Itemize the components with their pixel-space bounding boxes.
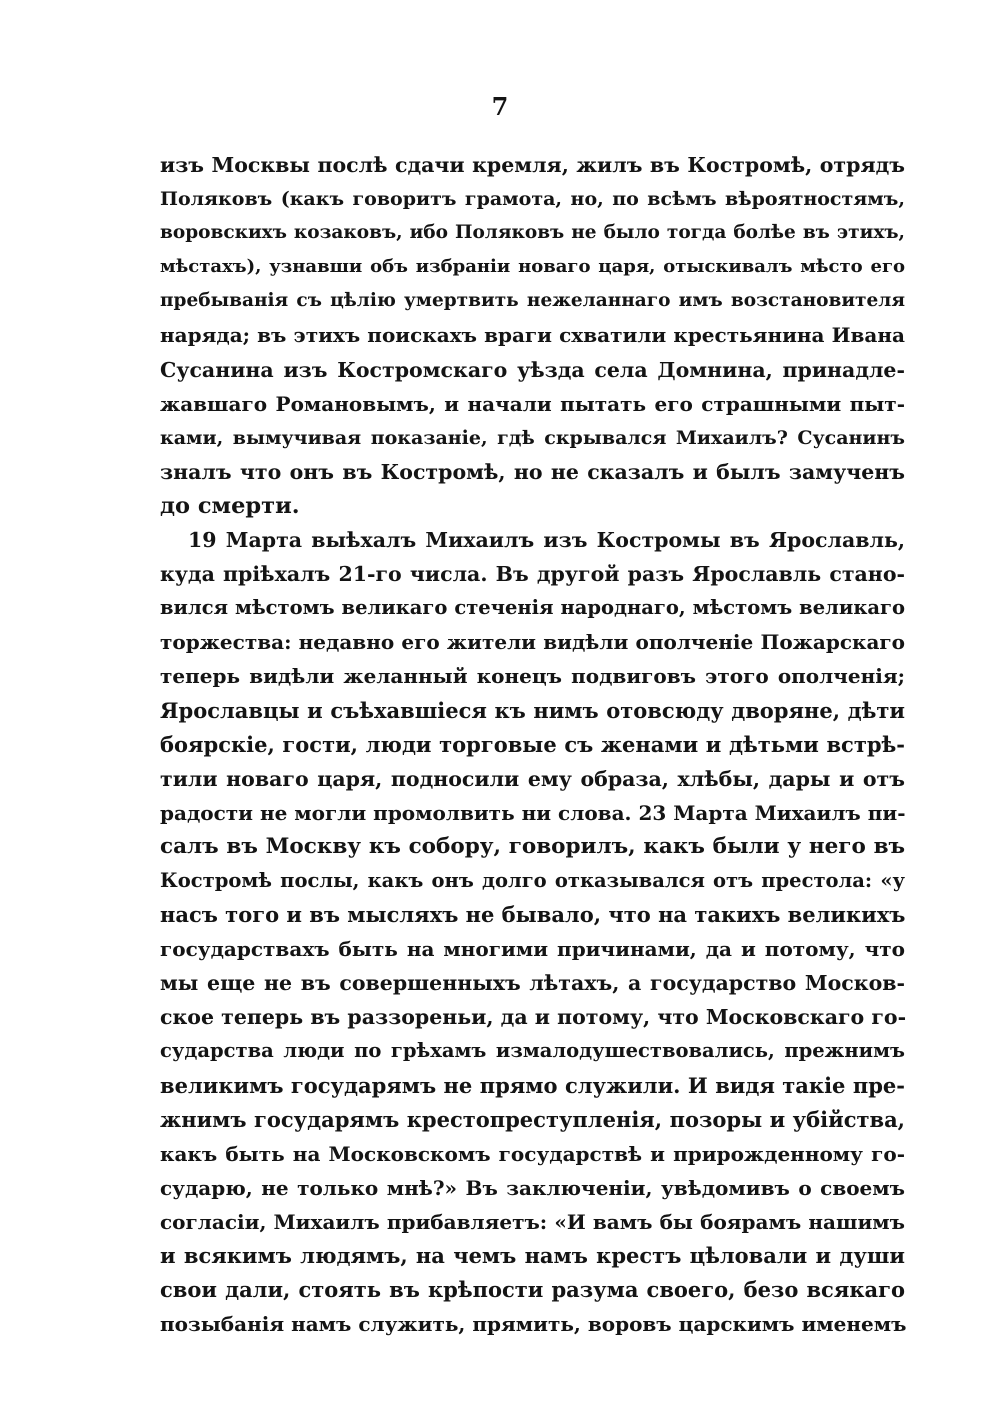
text-line: ское теперь въ раззореньи, да и потому, что Московскаго го- xyxy=(160,1005,907,1030)
text-line: сударства люди по грѣхамъ измалодушествовались, прежнимъ xyxy=(160,1039,905,1063)
text-line: Сусанина изъ Костромскаго уѣзда села Домнина, принадле- xyxy=(160,357,905,382)
text-line: торжества: недавно его жители видѣли ополченіе Пожарскаго xyxy=(160,630,905,655)
text-line: вился мѣстомъ великаго стеченія народнаго, мѣстомъ великаго xyxy=(160,596,905,620)
text-line: Костромѣ послы, какъ онъ долго отказывался отъ престола: «у xyxy=(160,868,905,892)
text-line: боярскіе, гости, люди торговые съ женами и дѣтьми встрѣ- xyxy=(160,731,905,757)
paragraph-start-line: 19 Марта выѣхалъ Михаилъ изъ Костромы въ Ярославль, xyxy=(188,528,905,553)
text-line: изъ Москвы послѣ сдачи кремля, жилъ въ Костромѣ, отрядъ xyxy=(160,153,905,177)
text-body xyxy=(160,148,905,1341)
text-line: великимъ государямъ не прямо служили. И видя такіе пре- xyxy=(160,1072,905,1098)
text-line: согласіи, Михаилъ прибавляетъ: «И вамъ бы боярамъ нашимъ xyxy=(160,1209,905,1234)
text-line: жнимъ государямъ крестопреступленія, позоры и убійства, xyxy=(160,1106,905,1132)
text-line: теперь видѣли желанный конецъ подвиговъ этого ополченія; xyxy=(160,664,905,689)
text-line: наряда; въ этихъ поискахъ враги схватили крестьянина Ивана xyxy=(160,323,905,348)
text-line: куда пріѣхалъ 21-го числа. Въ другой разъ Ярославль стано- xyxy=(160,562,905,587)
text-line: ками, вымучивая показаніе, гдѣ скрывался Михаилъ? Сусанинъ xyxy=(160,426,905,449)
text-line: сударю, не только мнѣ?» Въ заключеніи, увѣдомивъ о своемъ xyxy=(160,1175,905,1200)
text-line: мѣстахъ), узнавши объ избраніи новаго царя, отыскивалъ мѣсто его xyxy=(160,256,905,278)
text-line: тили новаго царя, подносили ему образа, хлѣбы, дары и отъ xyxy=(160,766,905,791)
text-line: жавшаго Романовымъ, и начали пытать его страшными пыт- xyxy=(160,391,905,416)
text-line: салъ въ Москву къ собору, говорилъ, какъ были у него въ xyxy=(160,833,905,859)
text-line: мы еще не въ совершенныхъ лѣтахъ, а государство Москов- xyxy=(160,971,905,996)
text-line: пребыванія съ цѣлію умертвить нежеланнаго имъ возстановителя xyxy=(160,290,905,312)
paragraph-end-line: до смерти. xyxy=(160,492,300,519)
text-line: Поляковъ (какъ говоритъ грамота, но, по всѣмъ вѣроятностямъ, xyxy=(160,188,905,211)
text-line: свои дали, стоять въ крѣпости разума своего, безо всякаго xyxy=(160,1277,905,1303)
text-line: радости не могли промолвить ни слова. 23 Марта Михаилъ пи- xyxy=(160,800,906,825)
text-line: позыбанія намъ служить, прямить, воровъ царскимъ именемъ xyxy=(160,1312,907,1337)
text-line: какъ быть на Московскомъ государствѣ и прирожденному го- xyxy=(160,1141,905,1166)
page-number: 7 xyxy=(491,92,509,121)
text-line: и всякимъ людямъ, на чемъ намъ крестъ цѣловали и души xyxy=(160,1243,905,1268)
text-line: зналъ что онъ въ Костромѣ, но не сказалъ и былъ замученъ xyxy=(160,459,905,484)
text-line: Ярославцы и съѣхавшіеся къ нимъ отовсюду дворяне, дѣти xyxy=(160,697,905,723)
text-line: насъ того и въ мысляхъ не бывало, что на такихъ великихъ xyxy=(160,902,906,928)
text-line: государствахъ быть на многими причинами, да и потому, что xyxy=(160,937,905,962)
text-line: воровскихъ козаковъ, ибо Поляковъ не было тогда болѣе въ этихъ, xyxy=(160,222,905,244)
